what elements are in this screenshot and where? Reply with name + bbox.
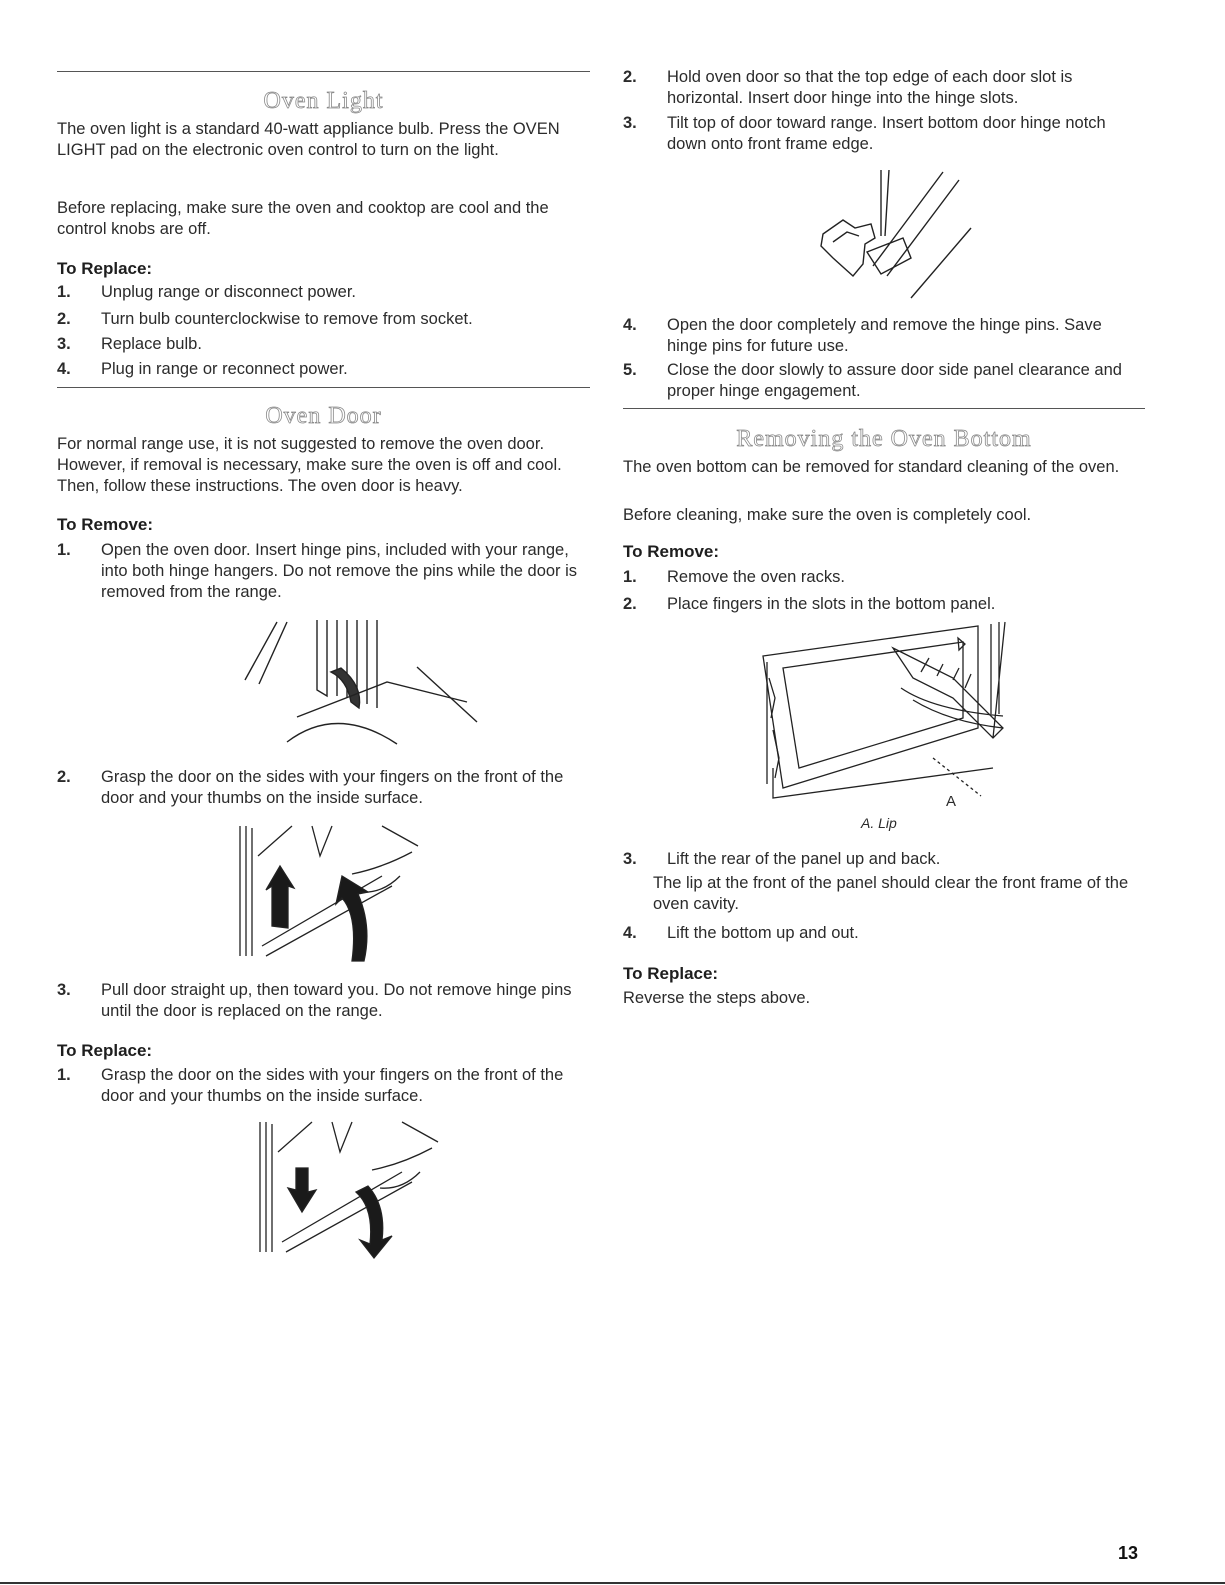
- section-divider: [623, 408, 1145, 409]
- hinge-pin-figure: [227, 612, 487, 752]
- oven-door-title: Oven Door: [265, 403, 382, 429]
- list-item: 4. Lift the bottom up and out.: [623, 924, 859, 942]
- section-divider: [57, 387, 590, 388]
- list-item: 5. Close the door slowly to assure door side panel clearance and proper hinge engagement.: [623, 361, 1122, 400]
- oven-bottom-before: Before cleaning, make sure the oven is completely cool.: [623, 506, 1032, 524]
- door-remove-figure: [232, 816, 432, 964]
- page-number: 13: [1118, 1543, 1139, 1563]
- oven-light-title: Oven Light: [263, 88, 384, 114]
- door-remove-heading: To Remove:: [57, 515, 154, 534]
- list-item: 2. Grasp the door on the sides with your fingers on the front of the door and your thumbs on the inside surface.: [57, 768, 564, 807]
- list-item: 1. Unplug range or disconnect power.: [57, 283, 356, 301]
- door-replace-heading: To Replace:: [57, 1041, 153, 1060]
- list-item: 3. Replace bulb.: [57, 335, 202, 353]
- list-item: 3. Lift the rear of the panel up and back.: [623, 850, 941, 868]
- list-item: 4. Plug in range or reconnect power.: [57, 360, 348, 378]
- list-item: 2. Turn bulb counterclockwise to remove from socket.: [57, 310, 473, 328]
- list-item: 4. Open the door completely and remove the hinge pins. Save hinge pins for future use.: [623, 316, 1102, 355]
- step3-note: The lip at the front of the panel should clear the front frame of the oven cavity.: [653, 874, 1129, 913]
- oven-bottom-intro: The oven bottom can be removed for standard cleaning of the oven.: [623, 458, 1120, 476]
- figure-marker: A: [946, 793, 957, 810]
- bottom-replace-heading: To Replace:: [623, 964, 719, 983]
- list-item: 3. Pull door straight up, then toward you. Do not remove hinge pins until the door is replaced on the range.: [57, 981, 572, 1020]
- oven-light-intro: The oven light is a standard 40-watt appliance bulb. Press the OVEN LIGHT pad on the electronic oven control to turn on the light.: [57, 120, 560, 159]
- page-bottom-border: [0, 1582, 1225, 1584]
- oven-light-replace-heading: To Replace:: [57, 259, 153, 278]
- door-replace-figure: [252, 1112, 452, 1260]
- list-item: 3. Tilt top of door toward range. Insert bottom door hinge notch down onto front frame edge.: [623, 114, 1106, 153]
- list-item: 1. Remove the oven racks.: [623, 568, 845, 586]
- list-item: 2. Place fingers in the slots in the bottom panel.: [623, 595, 996, 613]
- oven-bottom-figure: [753, 618, 1013, 808]
- oven-light-before: Before replacing, make sure the oven and cooktop are cool and the control knobs are off.: [57, 199, 549, 238]
- figure-caption: A. Lip: [861, 815, 897, 831]
- hinge-notch-figure: [793, 166, 983, 301]
- oven-door-intro: For normal range use, it is not suggested to remove the oven door. However, if removal is necessary, make sure the oven is off and cool. Then, follow these instructions. The oven door is heavy.: [57, 435, 562, 495]
- section-divider: [57, 71, 590, 72]
- list-item: 1. Grasp the door on the sides with your fingers on the front of the door and your thumbs on the inside surface.: [57, 1066, 564, 1105]
- bottom-remove-heading: To Remove:: [623, 542, 720, 561]
- bottom-replace-text: Reverse the steps above.: [623, 989, 811, 1007]
- list-item: 1. Open the oven door. Insert hinge pins, included with your range, into both hinge hangers. Do not remove the pins while the door is removed from the range.: [57, 541, 578, 601]
- list-item: 2. Hold oven door so that the top edge of each door slot is horizontal. Insert door hinge into the hinge slots.: [623, 68, 1073, 107]
- oven-bottom-title: Removing the Oven Bottom: [736, 426, 1032, 452]
